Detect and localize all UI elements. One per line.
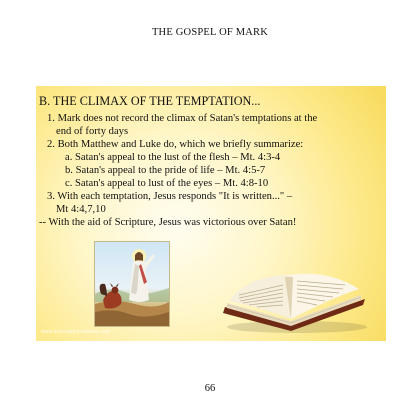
outline-point-2b: b. Satan's appeal to the pride of life – Mt. 4:5-7 bbox=[65, 165, 266, 176]
outline-point-2a: a. Satan's appeal to the lust of the flesh – Mt. 4:3-4 bbox=[65, 152, 281, 163]
slide bbox=[36, 86, 386, 341]
outline-point-3: 3. With each temptation, Jesus responds "It is written..." – bbox=[47, 191, 293, 202]
outline-conclusion: -- With the aid of Scripture, Jesus was victorious over Satan! bbox=[39, 217, 297, 228]
outline-point-2: 2. Both Matthew and Luke do, which we briefly summarize: bbox=[47, 139, 304, 150]
slide-outline bbox=[36, 112, 386, 229]
page-number: 66 bbox=[204, 383, 216, 394]
outline-point-1: 1. Mark does not record the climax of Satan's temptations at the bbox=[47, 113, 318, 124]
outline-point-1-continued: end of forty days bbox=[56, 126, 129, 137]
slide-watermark: www.executableoutlines.com bbox=[41, 329, 111, 335]
outline-point-2c: c. Satan's appeal to lust of the eyes – Mt. 4:8-10 bbox=[65, 178, 269, 189]
slide-heading: B. THE CLIMAX OF THE TEMPTATION... bbox=[39, 94, 261, 108]
outline-point-3-continued: Mt 4:4,7,10 bbox=[56, 204, 106, 215]
jesus-and-satan-illustration-icon bbox=[94, 241, 170, 327]
open-bible-icon bbox=[219, 255, 369, 335]
page-header: THE GOSPEL OF MARK bbox=[151, 27, 269, 38]
